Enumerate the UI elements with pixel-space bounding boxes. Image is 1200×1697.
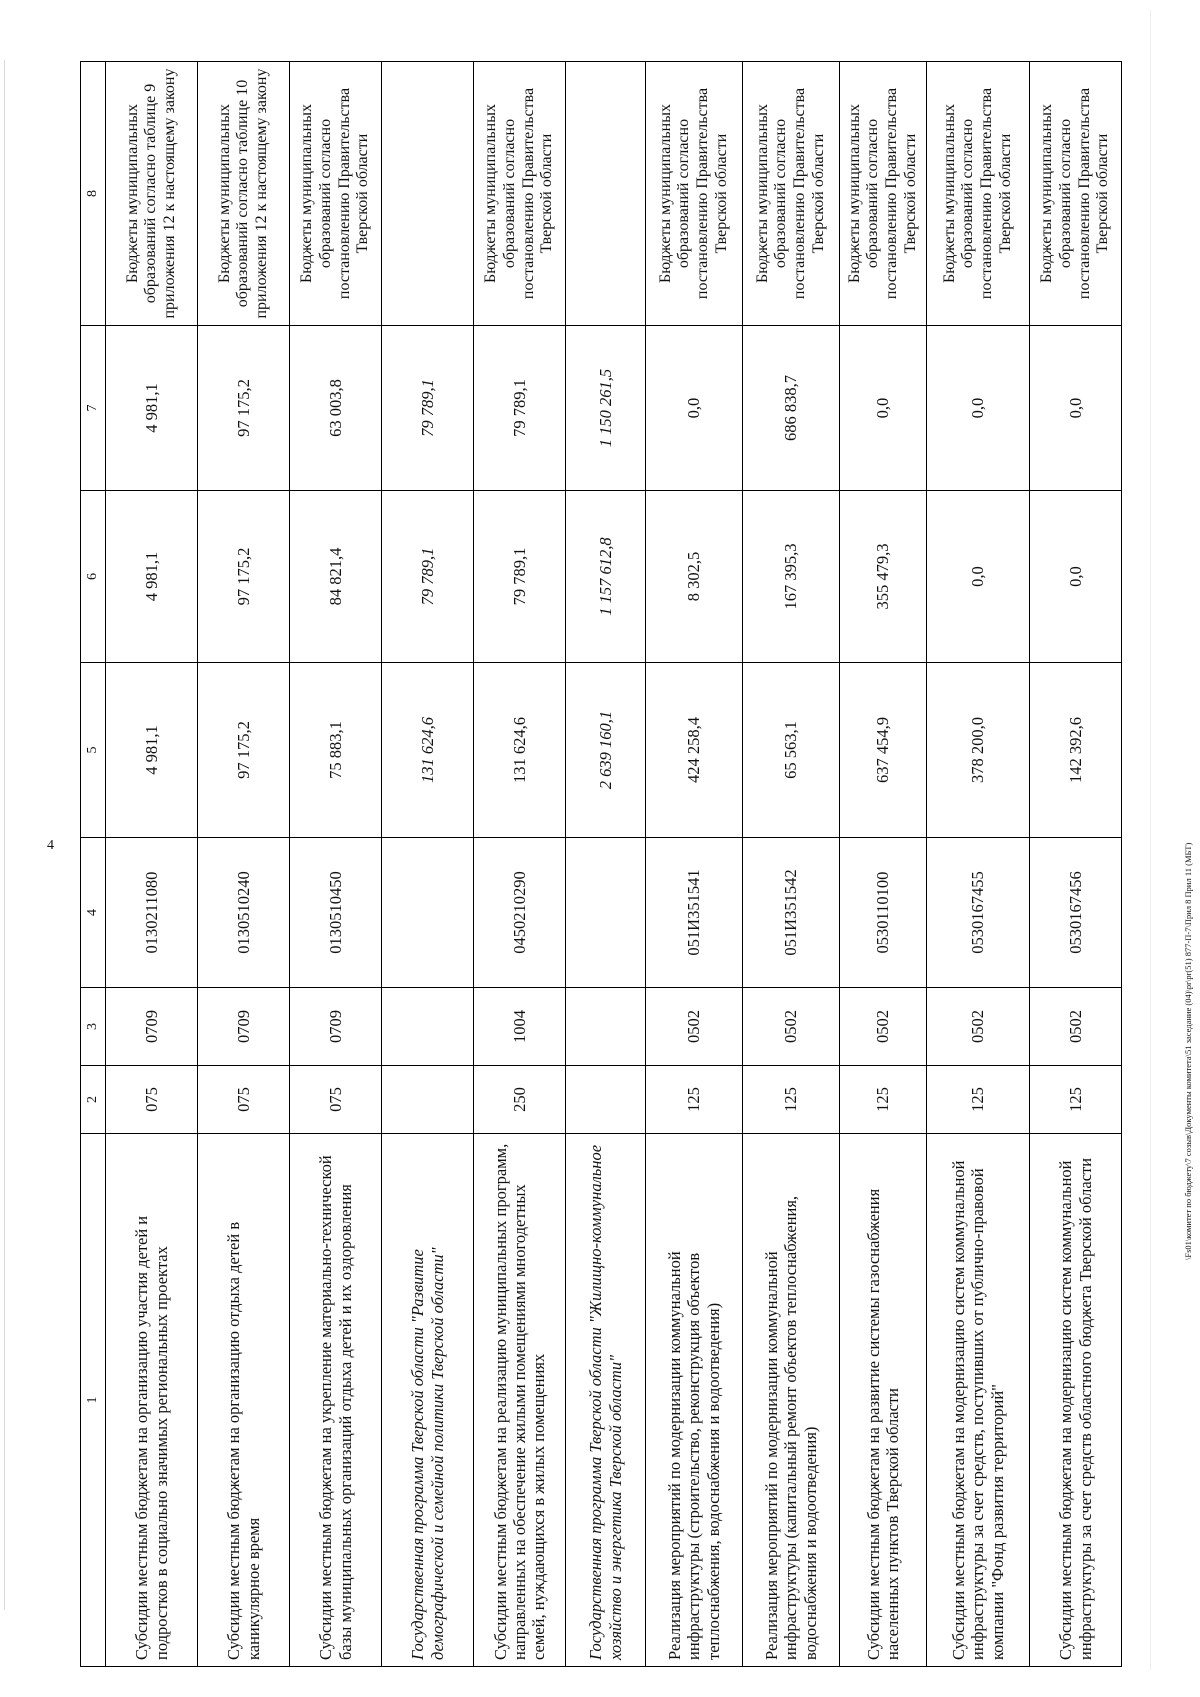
row-value-7: 79 789,1 [382, 326, 474, 491]
row-recipient: Бюджеты муниципальных образований согласно постановлению Правительства Тверской области [840, 62, 927, 326]
row-grbs [382, 1066, 474, 1134]
row-recipient: Бюджеты муниципальных образований согласно постановлению Правительства Тверской области [646, 62, 743, 326]
row-csr: 0450210290 [474, 838, 566, 988]
row-value-6: 0,0 [1030, 491, 1122, 663]
row-value-7: 0,0 [646, 326, 743, 491]
row-value-5: 637 454,9 [840, 663, 927, 838]
table-row [474, 62, 566, 1667]
row-recipient: Бюджеты муниципальных образований согласно постановлению Правительства Тверской области [474, 62, 566, 326]
program-name: Государственная программа Тверской области "Развитие демографической и семейной политики Тверской области" [382, 1134, 474, 1667]
header-col-4: 4 [81, 838, 106, 988]
row-value-6: 167 395,3 [743, 491, 840, 663]
row-value-6: 97 175,2 [198, 491, 290, 663]
row-grbs: 125 [646, 1066, 743, 1134]
row-csr [566, 838, 646, 988]
header-col-7: 7 [81, 326, 106, 491]
header-col-5: 5 [81, 663, 106, 838]
row-value-5: 4 981,1 [106, 663, 198, 838]
row-value-6: 79 789,1 [382, 491, 474, 663]
row-section: 0709 [290, 988, 382, 1066]
row-name: Субсидии местным бюджетам на модернизацию систем коммунальной инфраструктуры за счет средств областного бюджета Тверской области [1030, 1134, 1122, 1667]
scan-mark [4, 60, 5, 1610]
row-csr: 051И351541 [646, 838, 743, 988]
row-recipient: Бюджеты муниципальных образований согласно постановлению Правительства Тверской области [927, 62, 1030, 326]
row-value-7: 79 789,1 [474, 326, 566, 491]
row-name: Субсидии местным бюджетам на модернизацию систем коммунальной инфраструктуры за счет средств, поступивших от публично-правовой компании "Фонд развития территорий" [927, 1134, 1030, 1667]
row-recipient: Бюджеты муниципальных образований согласно постановлению Правительства Тверской области [1030, 62, 1122, 326]
row-value-5: 2 639 160,1 [566, 663, 646, 838]
table-row [1030, 62, 1122, 1667]
row-grbs: 075 [198, 1066, 290, 1134]
row-section: 0502 [646, 988, 743, 1066]
header-col-8: 8 [81, 62, 106, 326]
header-col-1: 1 [81, 1134, 106, 1667]
row-value-7: 63 003,8 [290, 326, 382, 491]
row-name: Субсидии местным бюджетам на реализацию муниципальных программ, направленных на обеспечение жилыми помещениями многодетных семей, нуждающихся в жилых помещениях [474, 1134, 566, 1667]
row-section: 0709 [198, 988, 290, 1066]
row-section: 0502 [927, 988, 1030, 1066]
row-value-7: 686 838,7 [743, 326, 840, 491]
row-recipient: Бюджеты муниципальных образований согласно таблице 9 приложения 12 к настоящему закону [106, 62, 198, 326]
header-col-3: 3 [81, 988, 106, 1066]
row-value-7: 97 175,2 [198, 326, 290, 491]
file-path-footer: \Fs01\комитет по бюджету\7 созыв\Документы комитета\51 заседание (04)\pr\pr(51) 877-П-7\Прил 8 Прил 11 (МБТ) [1183, 842, 1193, 1260]
row-value-6: 4 981,1 [106, 491, 198, 663]
row-section: 0502 [743, 988, 840, 1066]
row-value-5: 142 392,6 [1030, 663, 1122, 838]
row-value-7: 0,0 [927, 326, 1030, 491]
row-name: Реализация мероприятий по модернизации коммунальной инфраструктуры (капитальный ремонт объектов теплоснабжения, водоснабжения и водоотведения) [743, 1134, 840, 1667]
rotated-table-container [80, 62, 1122, 1667]
row-grbs: 125 [840, 1066, 927, 1134]
row-grbs: 125 [927, 1066, 1030, 1134]
table-row [290, 62, 382, 1667]
row-grbs: 075 [106, 1066, 198, 1134]
row-value-7: 0,0 [1030, 326, 1122, 491]
program-row [566, 62, 646, 1667]
row-section [566, 988, 646, 1066]
program-row [382, 62, 474, 1667]
header-col-6: 6 [81, 491, 106, 663]
row-name: Реализация мероприятий по модернизации коммунальной инфраструктуры (строительство, реконструкция объектов теплоснабжения, водоснабжения и водоотведения) [646, 1134, 743, 1667]
row-csr: 0130510450 [290, 838, 382, 988]
row-value-5: 424 258,4 [646, 663, 743, 838]
table-row [646, 62, 743, 1667]
row-grbs: 250 [474, 1066, 566, 1134]
row-recipient [382, 62, 474, 326]
row-name: Субсидии местным бюджетам на укрепление материально-технической базы муниципальных организаций отдыха детей и их оздоровления [290, 1134, 382, 1667]
row-grbs: 125 [1030, 1066, 1122, 1134]
row-grbs [566, 1066, 646, 1134]
row-value-6: 79 789,1 [474, 491, 566, 663]
row-value-5: 75 883,1 [290, 663, 382, 838]
header-col-2: 2 [81, 1066, 106, 1134]
program-name: Государственная программа Тверской области "Жилищно-коммунальное хозяйство и энергетика Тверской области" [566, 1134, 646, 1667]
row-csr: 051И351542 [743, 838, 840, 988]
row-value-6: 8 302,5 [646, 491, 743, 663]
row-csr: 0130211080 [106, 838, 198, 988]
row-value-7: 4 981,1 [106, 326, 198, 491]
row-value-5: 131 624,6 [474, 663, 566, 838]
row-recipient: Бюджеты муниципальных образований согласно постановлению Правительства Тверской области [290, 62, 382, 326]
row-grbs: 125 [743, 1066, 840, 1134]
row-value-5: 65 563,1 [743, 663, 840, 838]
row-section: 0502 [1030, 988, 1122, 1066]
row-section: 0709 [106, 988, 198, 1066]
row-recipient: Бюджеты муниципальных образований согласно таблице 10 приложения 12 к настоящему закону [198, 62, 290, 326]
row-csr: 0130510240 [198, 838, 290, 988]
row-value-6: 84 821,4 [290, 491, 382, 663]
table-row [106, 62, 198, 1667]
table-row [840, 62, 927, 1667]
row-csr: 0530167455 [927, 838, 1030, 988]
subsidies-table [80, 61, 1122, 1667]
row-value-5: 131 624,6 [382, 663, 474, 838]
row-csr [382, 838, 474, 988]
table-row [743, 62, 840, 1667]
row-recipient: Бюджеты муниципальных образований согласно постановлению Правительства Тверской области [743, 62, 840, 326]
row-value-6: 1 157 612,8 [566, 491, 646, 663]
row-value-7: 0,0 [840, 326, 927, 491]
row-value-6: 355 479,3 [840, 491, 927, 663]
row-grbs: 075 [290, 1066, 382, 1134]
row-name: Субсидии местным бюджетам на организацию участия детей и подростков в социально значимых региональных проектах [106, 1134, 198, 1667]
row-recipient [566, 62, 646, 326]
table-row [198, 62, 290, 1667]
row-csr: 0530167456 [1030, 838, 1122, 988]
row-csr: 0530110100 [840, 838, 927, 988]
header-row [81, 62, 106, 1667]
row-value-5: 378 200,0 [927, 663, 1030, 838]
row-section [382, 988, 474, 1066]
row-name: Субсидии местным бюджетам на развитие системы газоснабжения населенных пунктов Тверской области [840, 1134, 927, 1667]
row-value-5: 97 175,2 [198, 663, 290, 838]
row-name: Субсидии местным бюджетам на организацию отдыха детей в каникулярное время [198, 1134, 290, 1667]
page-number: 4 [47, 838, 54, 853]
row-value-7: 1 150 261,5 [566, 326, 646, 491]
row-section: 1004 [474, 988, 566, 1066]
scan-mark [1150, 10, 1151, 1670]
table-row [927, 62, 1030, 1667]
row-value-6: 0,0 [927, 491, 1030, 663]
row-section: 0502 [840, 988, 927, 1066]
